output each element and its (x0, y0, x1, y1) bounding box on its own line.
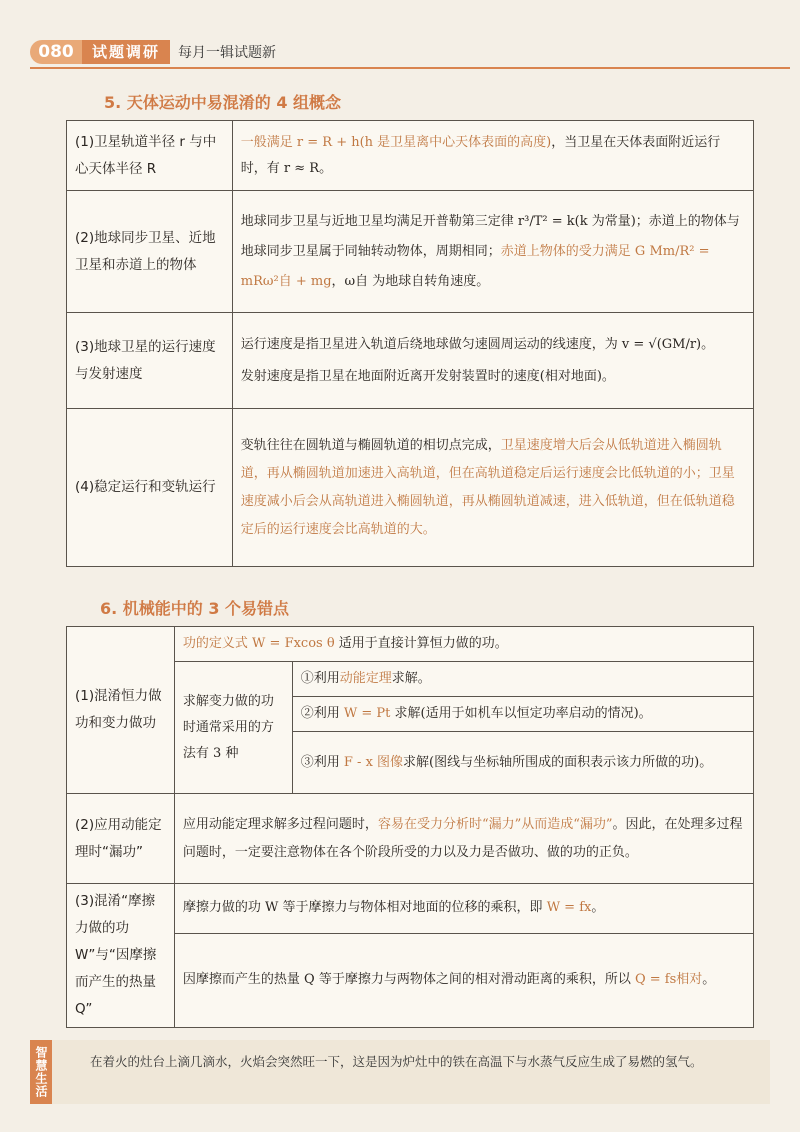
section-6-table (66, 626, 754, 1028)
table-row (67, 794, 754, 884)
body-text: 地球同步卫星与近地卫星均满足开普勒第三定律 r³/T² = k(k 为常量)；赤道上的物体与地球同步卫星属于同轴转动物体，周期相同； (240, 213, 740, 259)
row-content (174, 627, 753, 662)
highlight-text: 赤道上物体的受力满足 G Mm/R² = mRω²自 + mg (240, 243, 710, 289)
row-content (232, 191, 753, 313)
body-text: 应用动能定理求解多过程问题时， (182, 816, 378, 832)
page-header (30, 40, 790, 70)
table-row (67, 627, 754, 662)
footer-tab-label: 智慧生活 (30, 1040, 52, 1104)
row-label: (2)地球同步卫星、近地卫星和赤道上的物体 (67, 191, 233, 313)
row-label: (3)混淆“摩擦力做的功 W”与“因摩擦而产生的热量 Q” (67, 884, 175, 1028)
row-content (232, 121, 753, 191)
body-text: 摩擦力做的功 W 等于摩擦力与物体相对地面的位移的乘积，即 (182, 900, 547, 916)
header-subtitle: 每月一辑试题新 (178, 45, 276, 61)
table-row (67, 409, 754, 567)
method-item (292, 732, 753, 794)
section-6-title: 6. 机械能中的 3 个易错点 (100, 599, 290, 618)
method-item (292, 697, 753, 732)
body-text: 因摩擦而产生的热量 Q 等于摩擦力与两物体之间的相对滑动距离的乘积，所以 (182, 972, 635, 988)
highlight-text: W = fx (546, 900, 592, 916)
page-number: 080 (30, 40, 82, 64)
section-tag: 试题调研 (82, 40, 170, 64)
header-divider (30, 67, 790, 69)
body-text: ②利用 (300, 706, 344, 721)
body-text: 求解(适用于如机车以恒定功率启动的情况)。 (390, 706, 652, 721)
body-text: 适用于直接计算恒力做的功。 (334, 636, 508, 651)
body-text: 。因此，在处理多过程问题时，一定要注意物体在各个阶段所受的力以及力是否做功、做的功的正负。 (182, 816, 743, 860)
row-label: (1)卫星轨道半径 r 与中心天体半径 R (67, 121, 233, 191)
body-text: 发射速度是指卫星在地面附近离开发射装置时的速度(相对地面)。 (240, 368, 615, 384)
row-label: (4)稳定运行和变轨运行 (67, 409, 233, 567)
highlight-text: 容易在受力分析时“漏力”从而造成“漏功” (377, 816, 613, 832)
body-text: ，ω自 为地球自转角速度。 (331, 273, 490, 289)
body-text: ①利用 (300, 671, 340, 686)
row-content (174, 884, 753, 934)
highlight-text: 卫星速度增大后会从低轨道进入椭圆轨道，再从椭圆轨道加速进入高轨道，但在高轨道稳定后运行速度会比低轨道的小；卫星速度减小后会从高轨道进入椭圆轨道，再从椭圆轨道减速，进入低轨道，但在低轨道稳定后的运行速度会比高轨道的大。 (240, 437, 735, 537)
row-content (174, 794, 753, 884)
row-label: (1)混淆恒力做功和变力做功 (67, 627, 175, 794)
table-row (67, 884, 754, 934)
highlight-text: 功的定义式 W = Fxcos θ (182, 636, 335, 651)
footer-text: 在着火的灶台上滴几滴水，火焰会突然旺一下，这是因为炉灶中的铁在高温下与水蒸气反应生成了易燃的氢气。 (90, 1054, 703, 1069)
footer-tip (30, 1040, 770, 1104)
highlight-text: W = Pt (343, 706, 391, 721)
body-text: 运行速度是指卫星进入轨道后绕地球做匀速圆周运动的线速度，为 v = √(GM/r)。 (240, 336, 715, 352)
highlight-text: 动能定理 (339, 671, 392, 686)
row-content (174, 933, 753, 1027)
row-label: (3)地球卫星的运行速度与发射速度 (67, 313, 233, 409)
body-text: ③利用 (300, 754, 344, 770)
method-item (292, 662, 753, 697)
table-row (67, 191, 754, 313)
body-text: ，当卫星在天体表面附近运行时，有 r ≈ R。 (240, 134, 721, 176)
table-row (67, 313, 754, 409)
row-content (232, 409, 753, 567)
table-row (67, 121, 754, 191)
row-label: (2)应用动能定理时“漏功” (67, 794, 175, 884)
method-label: 求解变力做的功时通常采用的方法有 3 种 (174, 662, 292, 794)
section-5-title: 5. 天体运动中易混淆的 4 组概念 (104, 93, 342, 112)
body-text: 求解(图线与坐标轴所围成的面积表示该力所做的功)。 (403, 754, 713, 770)
row-content (232, 313, 753, 409)
body-text: 。 (702, 972, 716, 988)
highlight-text: 一般满足 r = R + h(h 是卫星离中心天体表面的高度) (240, 134, 552, 150)
body-text: 变轨往往在圆轨道与椭圆轨道的相切点完成， (240, 437, 501, 453)
highlight-text: F - x 图像 (343, 754, 404, 770)
highlight-text: Q = fs相对 (634, 972, 703, 988)
body-text: 求解。 (391, 671, 431, 686)
body-text: 。 (591, 900, 605, 916)
section-5-table (66, 120, 754, 567)
